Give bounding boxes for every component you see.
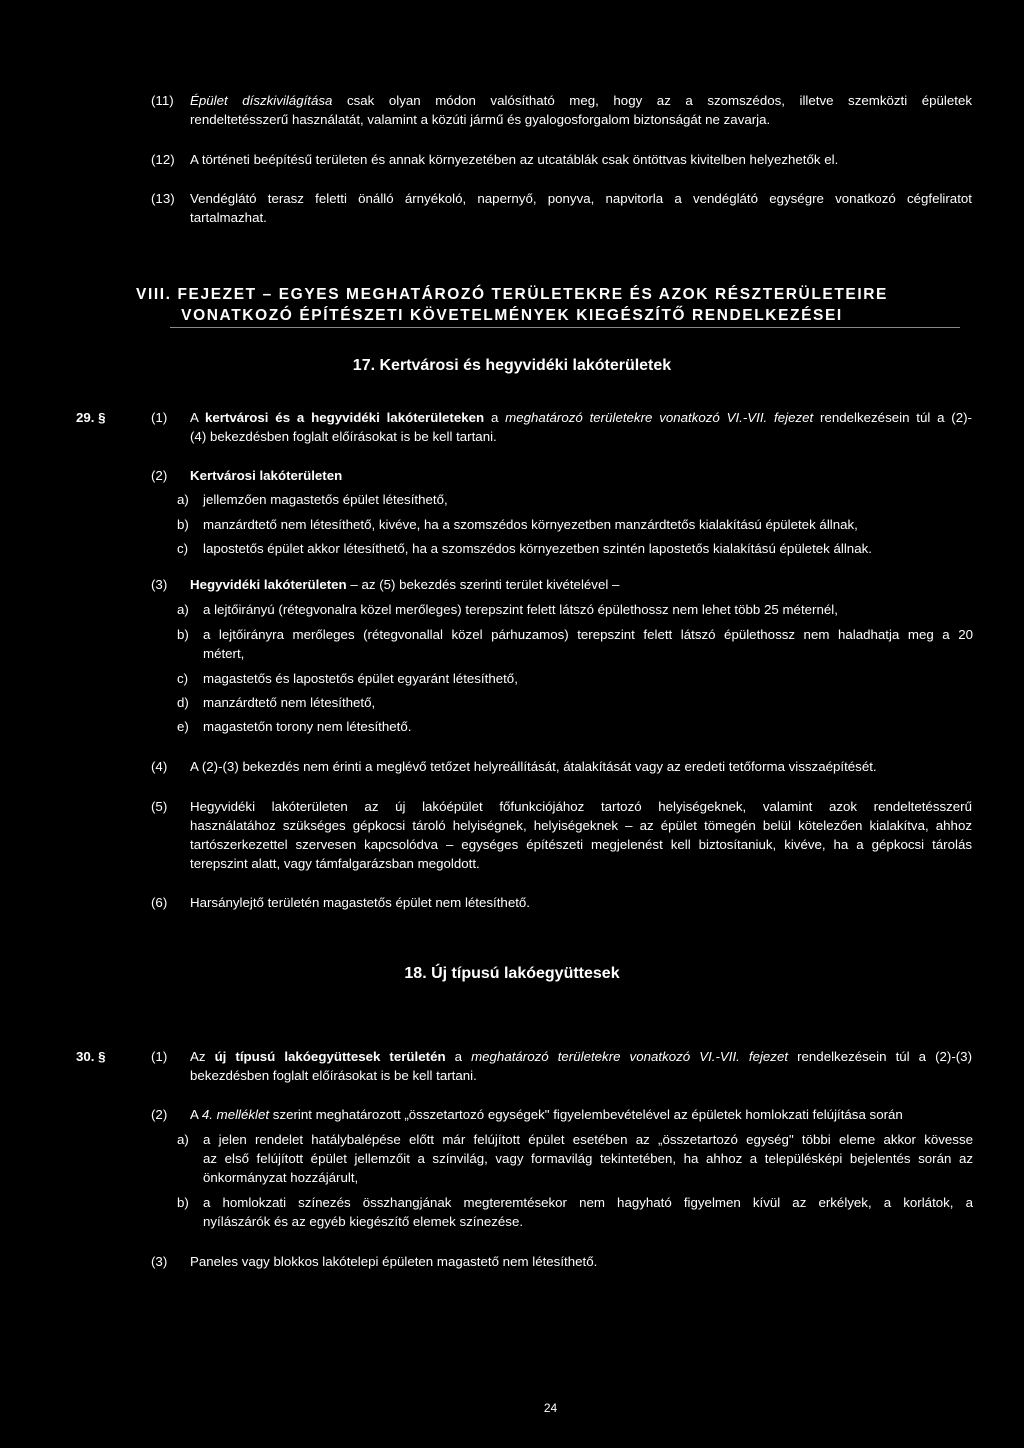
list-label: c) (177, 541, 189, 556)
list-item: manzárdtető nem létesíthető, (203, 695, 376, 710)
section-heading-18: 18. Új típusú lakóegyüttesek (404, 965, 620, 982)
paragraph-line: használatához szükséges gépkocsi tároló helyiségnek, helyiségeknek – az épület tömegén belül kötelezően kialakítva, ahhoz (190, 818, 972, 833)
paragraph-number: (4) (151, 759, 168, 774)
paragraph-title: Kertvárosi lakóterületen (190, 468, 343, 483)
section-number-30: 30. § (76, 1049, 106, 1064)
paragraph-line: Hegyvidéki lakóterületen az új lakóépület főfunkciójához tartozó helyiségeknek, valamint azok rendeltetésszerű (190, 799, 972, 814)
paragraph-line: Az új típusú lakóegyüttesek területén a meghatározó területekre vonatkozó VI.-VII. fejezet rendelkezésein túl a (2)-(3) (190, 1049, 972, 1064)
paragraph-number: (12) (151, 152, 175, 167)
list-item: manzárdtető nem létesíthető, kivéve, ha a szomszédos környezetben manzárdtetős kialakítású épületek állnak, (203, 517, 858, 532)
paragraph-line: terepszint alatt, vagy támfalgarázsban megoldott. (190, 856, 480, 871)
list-label: b) (177, 1195, 189, 1210)
list-label: a) (177, 602, 189, 617)
list-item-line: az első felújított épület jellemzőit a színvilág, vagy formavilág tekintetében, ha ahhoz a településképi bejelentés során az (203, 1151, 973, 1166)
list-item: lapostetős épület akkor létesíthető, ha a szomszédos környezetben szintén lapostetős kialakítású épületek állnak. (203, 541, 872, 556)
list-item-line: a homlokzati színezés összhangjának megteremtésekor nem hagyható figyelmen kívül az erkélyek, a korlátok, a (203, 1195, 973, 1210)
paragraph-line: A 4. melléklet szerint meghatározott „összetartozó egységek" figyelembevételével az épületek homlokzati felújítása során (190, 1107, 903, 1122)
list-item: jellemzően magastetős épület létesíthető, (203, 492, 448, 507)
paragraph-number: (2) (151, 468, 168, 483)
paragraph-number: (13) (151, 191, 175, 206)
paragraph-text: A (2)-(3) bekezdés nem érinti a meglévő tetőzet helyreállítását, átalakítását vagy az eredeti tetőforma visszaépítését. (190, 759, 877, 774)
paragraph-number: (5) (151, 799, 168, 814)
section-number-29: 29. § (76, 410, 106, 425)
list-item: a lejtőirányú (rétegvonalra közel merőleges) terepszint felett látszó épülethossz nem lehet több 25 méternél, (203, 602, 838, 617)
paragraph-line: rendeltetésszerű használatát, valamint a közúti jármű és gyalogosforgalom biztonságát ne zavarja. (190, 112, 771, 127)
list-label: d) (177, 695, 189, 710)
list-label: a) (177, 1132, 189, 1147)
paragraph-line: bekezdésben foglalt előírásokat is be kell tartani. (190, 1068, 477, 1083)
paragraph-line: tartalmazhat. (190, 210, 267, 225)
list-item: magastetős és lapostetős épület egyaránt létesíthető, (203, 671, 518, 686)
page-number: 24 (543, 1401, 558, 1415)
list-label: b) (177, 517, 189, 532)
paragraph-line: Épület díszkivilágítása csak olyan módon valósítható meg, hogy az a szomszédos, illetve szemközti épületek (190, 93, 972, 108)
list-item: magastetőn torony nem létesíthető. (203, 719, 412, 734)
paragraph-number: (3) (151, 1254, 168, 1269)
paragraph-line: A kertvárosi és a hegyvidéki lakóterületeken a meghatározó területekre vonatkozó VI.-VII. fejezet rendelkezésein túl a (2)- (190, 410, 972, 425)
list-item-line: a lejtőirányra merőleges (rétegvonallal közel párhuzamos) terepszint felett látszó épülethossz nem haladhatja meg a 20 (203, 627, 973, 642)
list-label: e) (177, 719, 189, 734)
paragraph-number: (6) (151, 895, 168, 910)
paragraph-number: (2) (151, 1107, 168, 1122)
paragraph-text: Paneles vagy blokkos lakótelepi épületen magastető nem létesíthető. (190, 1254, 598, 1269)
list-item-line: önkormányzat hozzájárult, (203, 1170, 359, 1185)
paragraph-number: (3) (151, 577, 168, 592)
paragraph-line: tartószerkezettel szervesen kapcsolódva – egységes építészeti megjelenést kell biztosítaniuk, kivéve, ha a gépkocsi tárolás (190, 837, 972, 852)
list-label: a) (177, 492, 189, 507)
chapter-divider (170, 327, 960, 328)
list-label: c) (177, 671, 189, 686)
paragraph-number: (1) (151, 1049, 168, 1064)
paragraph-title: Hegyvidéki lakóterületen – az (5) bekezdés szerinti terület kivételével – (190, 577, 620, 592)
paragraph-text: Harsánylejtő területén magastetős épület nem létesíthető. (190, 895, 531, 910)
paragraph-text: A történeti beépítésű területen és annak környezetében az utcatáblák csak öntöttvas kivitelben helyezhetők el. (190, 152, 839, 167)
chapter-title-line-2: VONATKOZÓ ÉPÍTÉSZETI KÖVETELMÉNYEK KIEGÉSZÍTŐ RENDELKEZÉSEI (181, 307, 843, 324)
paragraph-line: Vendéglátó terasz feletti önálló árnyékoló, napernyő, ponyva, napvitorla a vendéglátó egységre vonatkozó cégfeliratot (190, 191, 972, 206)
list-item-line: métert, (203, 646, 245, 661)
list-label: b) (177, 627, 189, 642)
paragraph-number: (1) (151, 410, 168, 425)
chapter-title-line-1: VIII. FEJEZET – EGYES MEGHATÁROZÓ TERÜLETEKRE ÉS AZOK RÉSZTERÜLETEIRE (136, 286, 888, 303)
paragraph-number: (11) (151, 93, 174, 108)
paragraph-line: (4) bekezdésben foglalt előírásokat is be kell tartani. (190, 429, 497, 444)
list-item-line: a jelen rendelet hatálybalépése előtt már felújított épület esetében az „összetartozó egység" többi eleme akkor kövesse (203, 1132, 973, 1147)
section-heading-17: 17. Kertvárosi és hegyvidéki lakóterületek (352, 357, 672, 374)
list-item-line: nyílászárók és az egyéb kiegészítő elemek színezése. (203, 1214, 524, 1229)
